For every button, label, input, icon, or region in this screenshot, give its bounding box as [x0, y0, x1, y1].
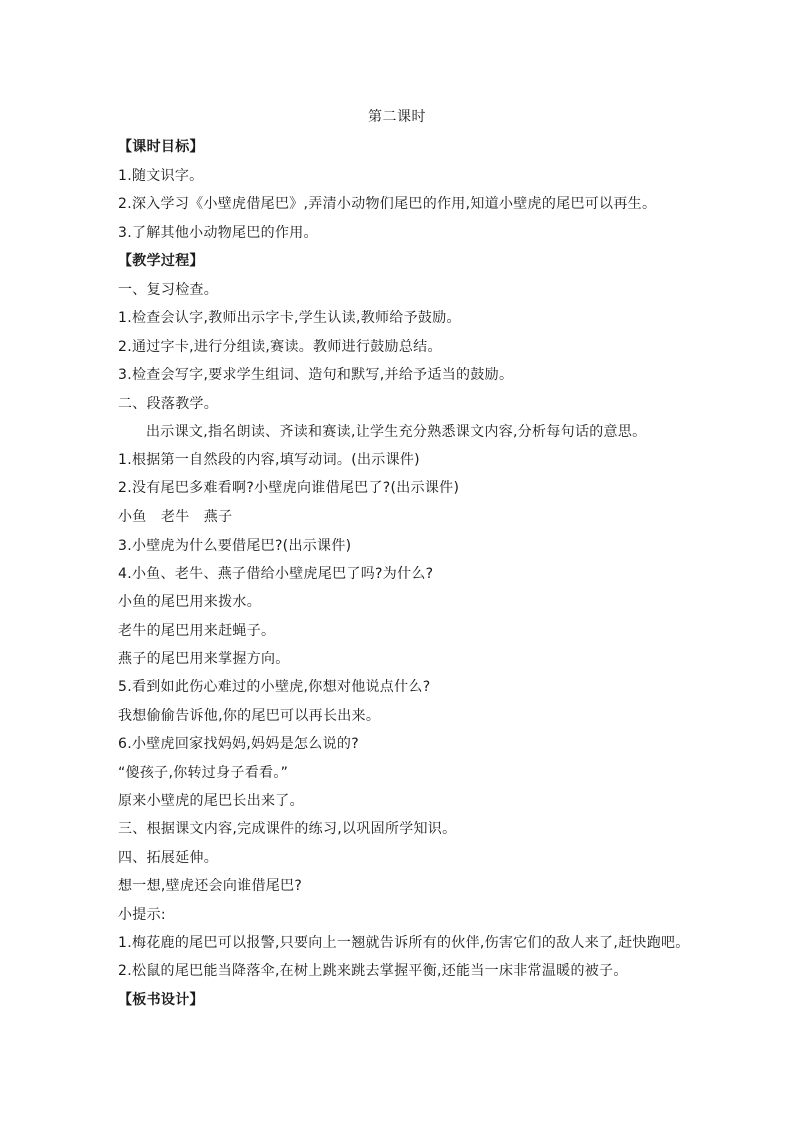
hint-item-1: 1.梅花鹿的尾巴可以报警,只要向上一翘就告诉所有的伙伴,伤害它们的敌人来了,赶快跑吧。	[118, 935, 690, 951]
step-heading-exercise: 三、根据课文内容,完成课件的练习,以巩固所学知识。	[118, 821, 457, 837]
paragraph-item-4: 4.小鱼、老牛、燕子借给小壁虎尾巴了吗?为什么?	[118, 566, 434, 582]
answer-swallow: 燕子的尾巴用来掌握方向。	[118, 651, 290, 667]
mother-quote: “傻孩子,你转过身子看看。”	[118, 765, 289, 781]
review-item-2: 2.通过字卡,进行分组读,赛读。教师进行鼓励总结。	[118, 339, 442, 355]
paragraph-item-1: 1.根据第一自然段的内容,填写动词。(出示课件)	[118, 452, 420, 468]
section-heading-process: 【教学过程】	[118, 253, 204, 269]
answer-ox: 老牛的尾巴用来赶蝇子。	[118, 623, 276, 639]
paragraph-item-6: 6.小壁虎回家找妈妈,妈妈是怎么说的?	[118, 736, 359, 752]
objective-item-2: 2.深入学习《小壁虎借尾巴》,弄清小动物们尾巴的作用,知道小壁虎的尾巴可以再生。	[118, 196, 657, 212]
hint-item-2: 2.松鼠的尾巴能当降落伞,在树上跳来跳去掌握平衡,还能当一床非常温暖的被子。	[118, 963, 628, 979]
section-heading-objectives: 【课时目标】	[118, 139, 204, 155]
review-item-3: 3.检查会写字,要求学生组词、造句和默写,并给予适当的鼓励。	[118, 367, 514, 383]
answer-fish: 小鱼的尾巴用来拨水。	[118, 594, 261, 610]
paragraph-item-5: 5.看到如此伤心难过的小壁虎,你想对他说点什么?	[118, 679, 431, 695]
objective-item-3: 3.了解其他小动物尾巴的作用。	[118, 225, 318, 241]
paragraph-intro: 出示课文,指名朗读、齐读和赛读,让学生充分熟悉课文内容,分析每句话的意思。	[146, 424, 647, 440]
hint-label: 小提示:	[118, 907, 166, 923]
paragraph-item-2: 2.没有尾巴多难看啊?小壁虎向谁借尾巴了?(出示课件)	[118, 480, 460, 496]
answer-regrow: 我想偷偷告诉他,你的尾巴可以再长出来。	[118, 708, 381, 724]
review-item-1: 1.检查会认字,教师出示字卡,学生认读,教师给予鼓励。	[118, 310, 461, 326]
section-heading-board: 【板书设计】	[118, 992, 204, 1008]
tail-grew-back: 原来小壁虎的尾巴长出来了。	[118, 793, 304, 809]
lesson-title: 第二课时	[368, 109, 426, 125]
animal-list: 小鱼 老牛 燕子	[118, 509, 233, 525]
paragraph-item-3: 3.小壁虎为什么要借尾巴?(出示课件)	[118, 538, 352, 554]
objective-item-1: 1.随文识字。	[118, 168, 204, 184]
extension-question: 想一想,壁虎还会向谁借尾巴?	[118, 878, 303, 894]
step-heading-paragraph: 二、段落教学。	[118, 396, 219, 412]
step-heading-review: 一、复习检查。	[118, 282, 219, 298]
step-heading-extension: 四、拓展延伸。	[118, 850, 219, 866]
